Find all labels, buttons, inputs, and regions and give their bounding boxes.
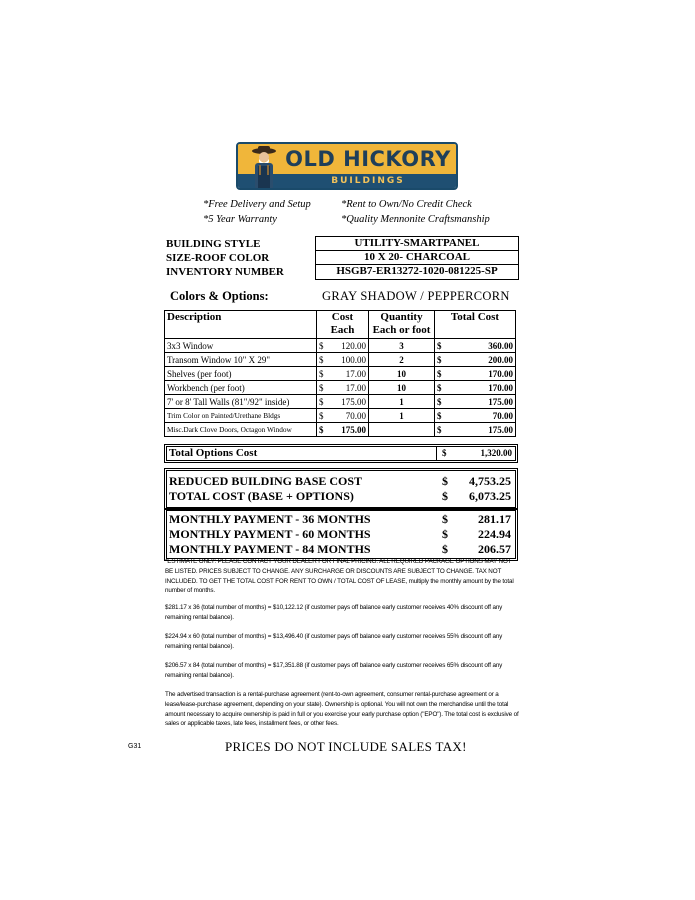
option-quantity: 3 [399,340,404,351]
option-total-cell [435,409,516,423]
option-total-cell [435,381,516,395]
estimate-disclaimer [165,557,519,596]
estimate-text: *ESTIMATE ONLY: PLEASE CONTACT YOUR DEALER FOR FINAL PRICING. ALL REQUIRED PACKAGE OPTIONS MAY NOT BE LISTED. PRICES SUBJECT TO CHANGE. ANY SURCHARGE OR DISCOUNTS ARE SUBJECT TO CHANGE. TAX NOT INCLUDED. TO GET THE TOTAL COST FOR RENT TO OWN / TOTAL COST OF LEASE, multiply the monthly amount by the total number of months. [165,558,514,595]
option-row [165,409,516,423]
option-cost-cell [317,409,369,423]
option-quantity-cell [369,339,435,353]
monthly-36-row [167,512,515,527]
option-cost-currency: $ [319,396,324,407]
option-cost-currency: $ [319,424,324,435]
header-quantity: Quantity Each or foot [369,311,435,339]
header-cost: Cost Each [317,311,369,339]
option-total-cell [435,353,516,367]
option-cost: 175.00 [341,424,366,435]
sales-tax-notice: PRICES DO NOT INCLUDE SALES TAX! [225,739,467,754]
colors-options-label: Colors & Options: [170,289,269,303]
feature-delivery: *Free Delivery and Setup [203,199,311,210]
building-style-value: UTILITY-SMARTPANEL [316,237,518,251]
option-total-currency: $ [437,396,442,407]
calc-60-note [165,632,519,652]
option-cost: 17.00 [345,368,366,379]
option-cost: 100.00 [341,354,366,365]
option-total: 175.00 [488,396,513,407]
option-total: 70.00 [492,410,513,421]
monthly-84-value: 206.57 [478,542,511,556]
monthly-60-value: 224.94 [478,527,511,541]
options-table [164,310,516,437]
feature-craftsmanship: *Quality Mennonite Craftsmanship [341,214,490,225]
total-cost-row [167,489,515,504]
option-row [165,381,516,395]
total-cost-label: TOTAL COST (BASE + OPTIONS) [169,489,354,503]
option-quantity-cell [369,367,435,381]
total-cost-value: 6,073.25 [469,489,511,503]
base-cost-row [167,474,515,489]
option-description: Shelves (per foot) [167,368,232,379]
calc-84-note [165,661,519,681]
option-description-cell [165,381,317,395]
option-total: 360.00 [488,340,513,351]
base-costs-box [164,468,518,510]
option-quantity: 10 [397,382,406,393]
option-row [165,423,516,437]
option-description: Misc.Dark Clove Doors, Octagon Window [167,424,292,434]
option-total-currency: $ [437,382,442,393]
option-description: Transom Window 10" X 29" [167,354,270,365]
option-description: Workbench (per foot) [167,382,245,393]
option-description: Trim Color on Painted/Urethane Bldgs [167,410,281,420]
option-cost-currency: $ [319,368,324,379]
inventory-number-label: INVENTORY NUMBER [166,266,284,278]
option-total: 175.00 [488,424,513,435]
total-options-currency: $ [436,447,447,460]
rental-purchase-disclosure [165,690,519,729]
logo-wordmark: OLD HICKORY [285,147,451,171]
option-cost-cell [317,423,369,437]
calc-60-text: $224.94 x 60 (total number of months) = $13,496.40 (if customer pays off balance early customer receives 55% discount off any remaining rental balance). [165,633,503,650]
feature-warranty: *5 Year Warranty [203,214,277,225]
option-cost: 70.00 [345,410,366,421]
feature-rent-to-own: *Rent to Own/No Credit Check [341,199,472,210]
option-total-cell [435,395,516,409]
option-quantity: 1 [399,410,404,421]
option-total-currency: $ [437,340,442,351]
disclosure-text: The advertised transaction is a rental-purchase agreement (rent-to-own agreement, consumer rental-purchase agreement or a lease/lease-purchase agreement, depending on your state). Ownership is optional. You will not own the merchandise until the total amount necessary to acquire ownership is paid in full or you exercise your early purchase option ("EPO"). The total cost is exclusive of sales or applicable taxes, late fees, installment fees, or other fees. [165,691,519,728]
option-description: 7' or 8' Tall Walls (81"/92" inside) [167,396,290,407]
option-total-cell [435,423,516,437]
inventory-number-value: HSGB7-ER13272-1020-081225-SP [336,265,498,277]
total-cost-currency: $ [442,489,448,503]
calc-36-note [165,603,519,623]
size-roof-color-label: SIZE-ROOF COLOR [166,252,270,264]
monthly-36-currency: $ [442,512,448,526]
page-code: G31 [128,743,142,750]
option-cost-currency: $ [319,382,324,393]
option-total-currency: $ [437,424,442,435]
total-options-value: 1,320.00 [480,448,512,458]
option-total-cell [435,339,516,353]
farmer-figure-icon [244,144,284,190]
option-cost-currency: $ [319,410,324,421]
monthly-60-row [167,527,515,542]
option-total: 170.00 [488,382,513,393]
monthly-84-row [167,542,515,557]
option-cost-cell [317,395,369,409]
building-info-box [315,236,519,280]
building-style-label: BUILDING STYLE [166,238,261,250]
option-description: 3x3 Window [167,340,214,351]
option-quantity: 10 [397,368,406,379]
monthly-60-label: MONTHLY PAYMENT - 60 MONTHS [169,527,371,541]
monthly-36-label: MONTHLY PAYMENT - 36 MONTHS [169,512,371,526]
total-options-label: Total Options Cost [169,447,258,459]
base-cost-currency: $ [442,474,448,488]
old-hickory-logo [236,142,458,190]
option-cost-cell [317,367,369,381]
option-cost-cell [317,381,369,395]
option-total: 170.00 [488,368,513,379]
calc-36-text: $281.17 x 36 (total number of months) = $10,122.12 (if customer pays off balance early customer receives 40% discount off any remaining rental balance). [165,604,503,621]
base-cost-value: 4,753.25 [469,474,511,488]
option-cost: 120.00 [341,340,366,351]
option-total: 200.00 [488,354,513,365]
total-options-box [164,444,518,463]
option-cost-cell [317,353,369,367]
size-roof-color-value: 10 X 20- CHARCOAL [316,251,518,265]
monthly-60-currency: $ [442,527,448,541]
option-row [165,353,516,367]
option-cost: 175.00 [341,396,366,407]
option-description-cell [165,367,317,381]
option-quantity-cell [369,395,435,409]
option-row [165,395,516,409]
monthly-payments-box [164,508,518,561]
option-quantity-cell [369,409,435,423]
option-description-cell [165,395,317,409]
base-cost-label: REDUCED BUILDING BASE COST [169,474,363,488]
option-quantity-cell [369,353,435,367]
option-total-currency: $ [437,368,442,379]
option-description-cell [165,353,317,367]
option-quantity-cell [369,381,435,395]
option-quantity: 1 [399,396,404,407]
monthly-84-currency: $ [442,542,448,556]
option-description-cell [165,339,317,353]
option-cost-currency: $ [319,354,324,365]
option-description-cell [165,409,317,423]
option-cost-cell [317,339,369,353]
header-description: Description [165,311,317,339]
option-quantity-cell [369,423,435,437]
logo-subtitle: BUILDINGS [331,176,405,186]
option-total-currency: $ [437,410,442,421]
option-row [165,339,516,353]
option-description-cell [165,423,317,437]
option-cost: 17.00 [345,382,366,393]
colors-options-value: GRAY SHADOW / PEPPERCORN [322,289,510,303]
option-quantity: 2 [399,354,404,365]
option-total-cell [435,367,516,381]
monthly-36-value: 281.17 [478,512,511,526]
option-total-currency: $ [437,354,442,365]
calc-84-text: $206.57 x 84 (total number of months) = $17,351.88 (if customer pays off balance early customer receives 65% discount off any remaining rental balance). [165,662,503,679]
option-cost-currency: $ [319,340,324,351]
monthly-84-label: MONTHLY PAYMENT - 84 MONTHS [169,542,371,556]
header-total: Total Cost [435,311,516,339]
option-row [165,367,516,381]
